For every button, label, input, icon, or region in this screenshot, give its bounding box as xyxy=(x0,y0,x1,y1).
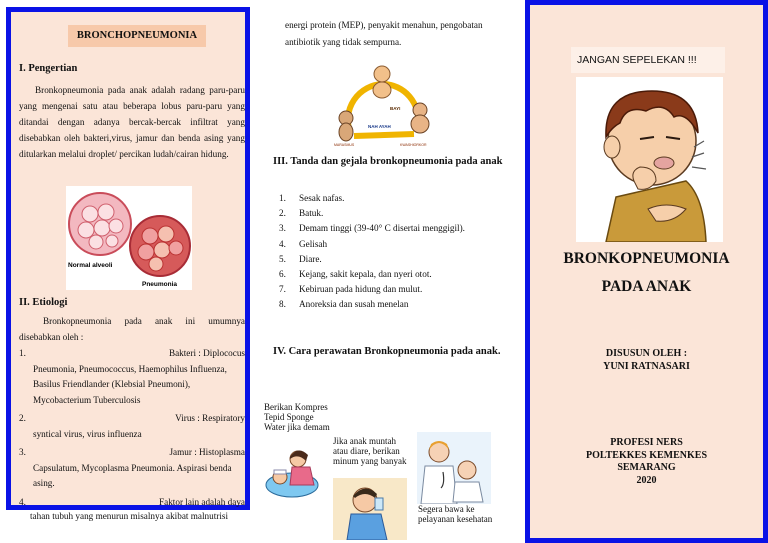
institution-block xyxy=(530,437,763,487)
alveoli-illustration xyxy=(66,186,192,290)
cover-title xyxy=(530,245,763,301)
pneumonia-alveoli-image xyxy=(130,216,190,276)
normal-alveoli-image xyxy=(69,193,131,255)
right-panel-cover xyxy=(525,0,768,543)
pneumonia-label: Pneumonia xyxy=(142,281,178,288)
institution-year: 2020 xyxy=(636,474,657,486)
nutrition-label-kwashiorkor: KWASHIORKOR xyxy=(400,143,427,147)
doctor-illustration xyxy=(417,432,491,504)
author-label: DISUSUN OLEH : xyxy=(605,348,688,359)
nutrition-label-bayi: BAYI xyxy=(390,106,401,111)
section-heading-etiologi: II. Etiologi xyxy=(19,297,68,308)
institution-line3: SEMARANG xyxy=(617,462,676,473)
list-item: 1. Sesak nafas. xyxy=(279,193,345,203)
list-item: 3. Jamur : Histoplasma Capsulatum, Mycoplasma Pneumonia. Aspirasi benda asing. xyxy=(19,447,245,488)
signs-list xyxy=(279,191,507,313)
list-item: 6. Kejang, sakit kepala, dan nyeri otot. xyxy=(279,269,432,280)
section-heading-perawatan: IV. Cara perawatan Bronkopneumonia pada anak. xyxy=(273,346,501,357)
list-item: 3. Demam tinggi (39-40° C disertai menggigil). xyxy=(279,223,465,234)
list-item: 1. Bakteri : Diplococus Pneumonia, Pneumococcus, Haemophilus Influenza, Basilus Friendlander (Klebsial Pneumoni), Mycobacterium Tuberculosis xyxy=(19,348,245,405)
etiology-list xyxy=(19,346,245,513)
left-title: BRONCHOPNEUMONIA xyxy=(68,25,206,47)
etiologi-intro: Bronkopneumonia pada anak ini umumnya disebabkan oleh : xyxy=(19,316,245,342)
care-caption-doctor: Segera bawa ke pelayanan kesehatan xyxy=(418,504,493,524)
nutrition-label-marasmus: MARASMUS xyxy=(334,143,355,147)
nutrition-label-nah-ayah: NAH AYAH xyxy=(368,124,391,129)
etiology-continued-text: energi protein (MEP), penyakit menahun, pengobatan antibiotik yang tidak sempurna. xyxy=(285,20,483,47)
author-block xyxy=(530,347,763,373)
malnutrition-illustration xyxy=(332,62,434,148)
normal-alveoli-label: Normal alveoli xyxy=(68,262,113,269)
section-heading-tanda-gejala: III. Tanda dan gejala bronkopneumonia pada anak xyxy=(273,156,503,167)
compress-illustration xyxy=(262,445,324,501)
cover-title-line1: BRONKOPNEUMONIA xyxy=(563,250,730,267)
author-name: YUNI RATNASARI xyxy=(603,361,690,372)
list-item: 5. Diare. xyxy=(279,253,322,264)
list-item: 4. Faktor lain adalah daya xyxy=(19,496,245,507)
list-item: 7. Kebiruan pada hidung dan mulut. xyxy=(279,284,423,295)
pengertian-paragraph: Bronkopneumonia pada anak adalah radang paru-paru yang mengenai satu atau beberapa lobus paru-paru yang ditandai dengan adanya bercak-bercak infiltrat yang disebabkan oleh bakteri,virus, jamur dan benda asing yang ditularkan melalui droplet/ percikan ludah/cairan hidung. xyxy=(19,85,245,159)
section-heading-pengertian: I. Pengertian xyxy=(19,63,78,74)
cover-tagline: JANGAN SEPELEKAN !!! xyxy=(571,47,725,73)
care-caption-drink: Jika anak muntah atau diare, berikan minum yang banyak xyxy=(333,436,407,466)
cover-title-line2: PADA ANAK xyxy=(601,278,692,295)
institution-line1: PROFESI NERS xyxy=(610,437,683,448)
institution-line2: POLTEKKES KEMENKES xyxy=(585,449,708,461)
list-item: 2. Batuk. xyxy=(279,208,324,219)
list-item: 2. Virus : Respiratory syntical virus, virus influenza xyxy=(19,413,245,439)
list-item: 8. Anoreksia dan susah menelan xyxy=(279,299,409,310)
coughing-child-illustration xyxy=(576,77,723,242)
drink-illustration xyxy=(333,478,407,540)
list-item: 4. Gelisah xyxy=(279,238,328,249)
care-caption-compress: Berikan Kompres Tepid Sponge Water jika demam xyxy=(264,402,330,432)
etiology-overflow-text: tahan tubuh yang menurun misalnya akibat malnutrisi xyxy=(30,511,228,521)
left-panel xyxy=(6,7,250,510)
